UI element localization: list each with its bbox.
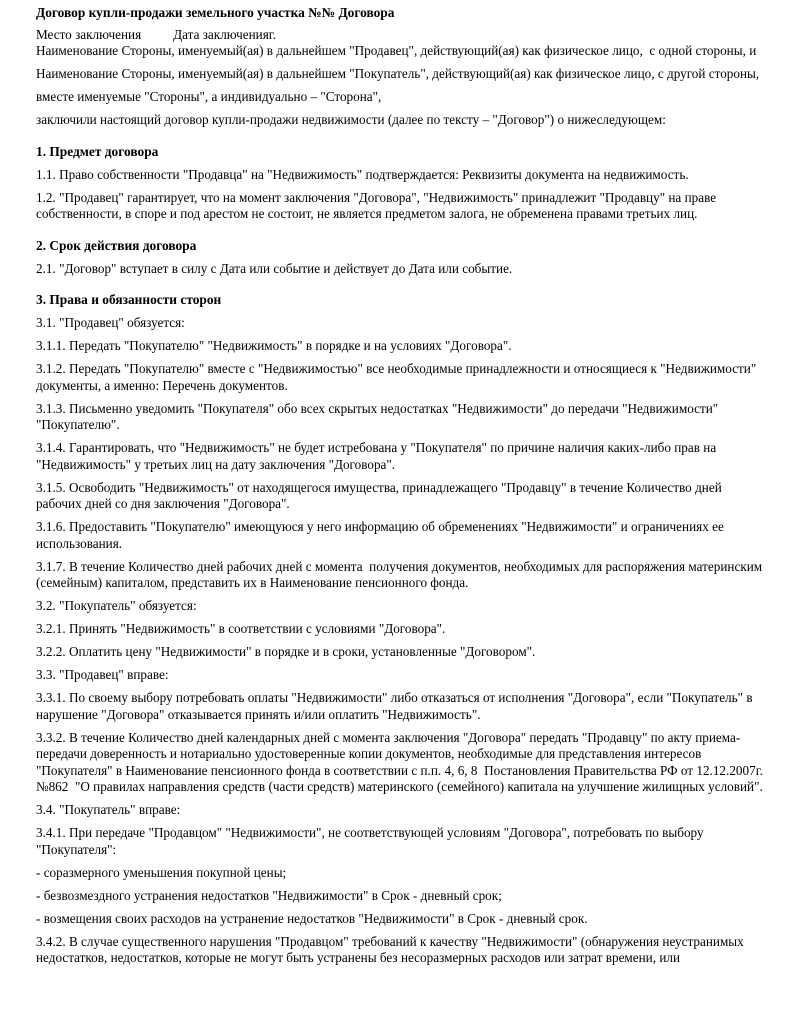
paragraph: - соразмерного уменьшения покупной цены; [36,864,287,880]
date-of-signing-label: Дата заключенияг. [173,26,277,42]
paragraph: 3.1.4. Гарантировать, что "Недвижимость" не будет истребована у "Покупателя" по причине наличия каких-либо прав на "Недвижимость" у третьих лиц на дату заключения "Договора". [36,440,717,472]
section-heading: 1. Предмет договора [36,143,159,159]
paragraph: 3.1. "Продавец" обязуется: [36,315,185,330]
paragraph: 3.4.1. При передаче "Продавцом" "Недвижимости", не соответствующей условиям "Договора", потребовать по выбору "Покупателя": [36,825,704,857]
meta-paragraph [36,27,763,60]
document-title: Договор купли-продажи земельного участка №№ Договора [36,5,395,20]
section-heading: 3. Права и обязанности сторон [36,292,222,307]
paragraph: 3.4. "Покупатель" вправе: [36,802,181,817]
doc-body [36,27,763,967]
paragraph: 3.1.7. В течение Количество дней рабочих дней с момента получения документов, необходимых для распоряжения материнским (семейным) капиталом, представить их в Наименование пенсионного фонда. [36,558,763,590]
paragraph: 3.1.5. Освободить "Недвижимость" от находящегося имущества, принадлежащего "Продавцу" в течение Количество дней рабочих дней со дня заключения "Договора". [36,479,722,511]
section-heading: 2. Срок действия договора [36,237,197,253]
paragraph: 3.2.1. Принять "Недвижимость" в соответствии с условиями "Договора". [36,621,446,636]
paragraph: 3.1.2. Передать "Покупателю" вместе с "Недвижимостью" все необходимые принадлежности и относящиеся к "Недвижимости" документы, а именно: Перечень документов. [36,361,757,393]
paragraph: 3.4.2. В случае существенного нарушения "Продавцом" требований к качеству "Недвижимости" (обнаружения неустранимых недостатков, недостатков, которые не могут быть устранены без несоразмерных расходов или затрат времени, или [36,933,744,965]
paragraph: 1.2. "Продавец" гарантирует, что на момент заключения "Договора", "Недвижимость" принадлежит "Продавцу" на праве собственности, в споре и под арестом не состоит, не является предметом залога, не обременена правами третьих лиц. [36,189,717,221]
paragraph: - возмещения своих расходов на устранение недостатков "Недвижимости" в Срок - дневный срок. [36,910,588,926]
paragraph: Наименование Стороны, именуемый(ая) в дальнейшем "Покупатель", действующий(ая) как физическое лицо, с другой стороны, [36,66,760,81]
paragraph: 3.3.1. По своему выбору потребовать оплаты "Недвижимости" либо отказаться от исполнения "Договора", если "Покупатель" в нарушение "Договора" отказывается принять и/или оплатить "Недвижимость". [36,690,753,722]
paragraph: 3.1.3. Письменно уведомить "Покупателя" обо всех скрытых недостатках "Недвижимости" до передачи "Недвижимости" "Покупателю". [36,400,719,432]
paragraph: 3.1.1. Передать "Покупателю" "Недвижимость" в порядке и на условиях "Договора". [36,338,512,353]
place-of-signing-label: Место заключения [36,26,142,42]
party-seller-text: Наименование Стороны, именуемый(ая) в дальнейшем "Продавец", действующий(ая) как физическое лицо, с одной стороны, и [36,43,757,58]
paragraph: 3.1.6. Предоставить "Покупателю" имеющуюся у него информацию об обременениях "Недвижимости" и ограничениях ее использования. [36,519,724,551]
paragraph: 1.1. Право собственности "Продавца" на "Недвижимость" подтверждается: Реквизиты документа на недвижимость. [36,166,689,182]
paragraph: вместе именуемые "Стороны", а индивидуально – "Сторона", [36,89,382,104]
paragraph: 3.2. "Покупатель" обязуется: [36,598,197,613]
paragraph: 3.3.2. В течение Количество дней календарных дней с момента заключения "Договора" передать "Продавцу" по акту приема-передачи доверенность и нотариально удостоверенные копии документов, необходимые для представления интересов "Покупателя" в Наименование пенсионного фонда в соответствии с п.п. 4, 6, 8 Постановления Правительства РФ от 12.12.2007г. №862 "О правилах направления средств (части средств) материнского (семейного) капитала на улучшение жилищных условий". [36,729,763,794]
paragraph: 3.3. "Продавец" вправе: [36,667,169,682]
paragraph: заключили настоящий договор купли-продажи недвижимости (далее по тексту – "Договор") о нижеследующем: [36,112,666,127]
paragraph: - безвозмездного устранения недостатков "Недвижимости" в Срок - дневный срок; [36,887,502,903]
paragraph: 3.2.2. Оплатить цену "Недвижимости" в порядке и в сроки, установленные "Договором". [36,644,536,659]
paragraph: 2.1. "Договор" вступает в силу с Дата или событие и действует до Дата или событие. [36,260,513,276]
